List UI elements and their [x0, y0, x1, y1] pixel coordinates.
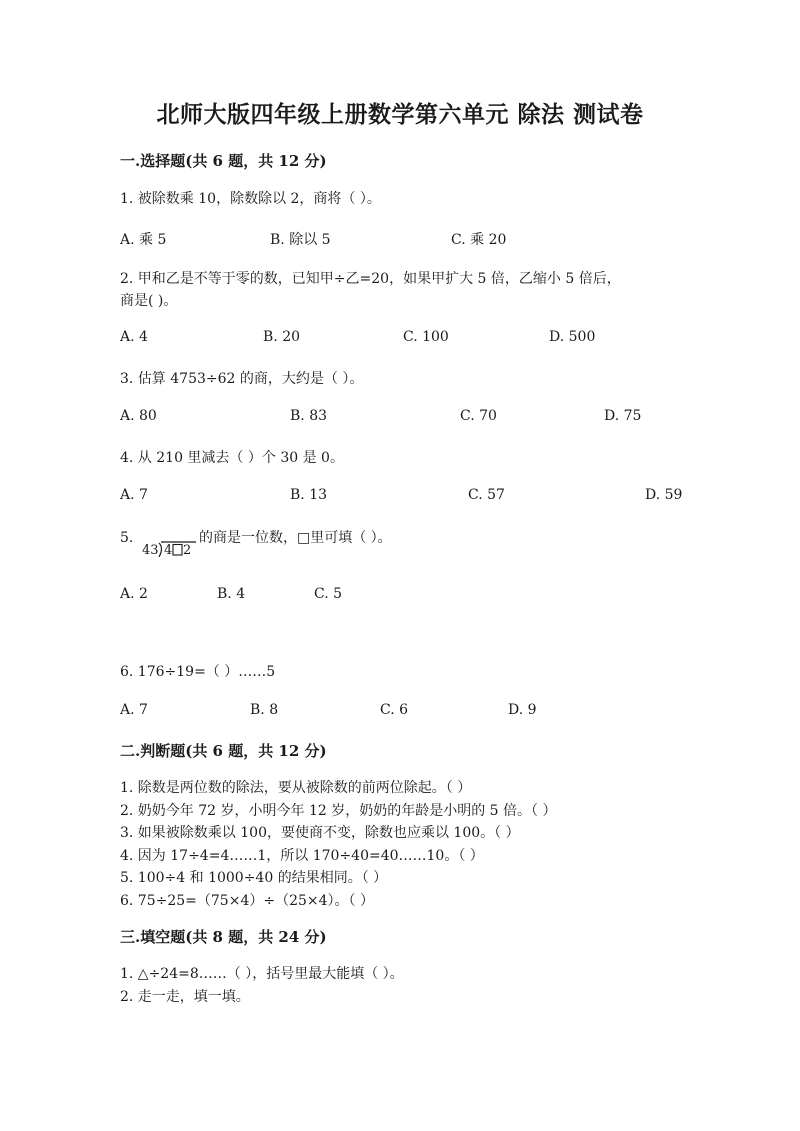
q6-option-b: B. 8	[250, 702, 279, 718]
q1-option-a: A. 乘 5	[120, 232, 167, 248]
q2-option-c: C. 100	[403, 329, 449, 345]
q4-option-c: C. 57	[468, 487, 505, 503]
question-5-number: 5.	[120, 530, 134, 546]
q3-option-a: A. 80	[120, 408, 157, 424]
q4-option-a: A. 7	[120, 487, 148, 503]
fill-item-1: 1. △÷24=8……（ ），括号里最大能填（ ）。	[120, 966, 404, 982]
q4-option-b: B. 13	[290, 487, 328, 503]
long-division-figure	[140, 526, 200, 562]
q2-option-a: A. 4	[120, 329, 148, 345]
judge-item-1: 1. 除数是两位数的除法，要从被除数的前两位除起。（ ）	[120, 780, 472, 796]
judge-item-2: 2. 奶奶今年 72 岁，小明今年 12 岁，奶奶的年龄是小明的 5 倍。（ ）	[120, 802, 557, 819]
blank-box	[173, 545, 182, 556]
q4-option-d: D. 59	[645, 487, 683, 503]
question-6: 6. 176÷19=（ ）……5	[120, 664, 276, 680]
question-2-line1: 2. 甲和乙是不等于零的数，已知甲÷乙=20，如果甲扩大 5 倍，乙缩小 5 倍后，	[120, 271, 621, 287]
judge-item-4: 4. 因为 17÷4=4……1，所以 170÷40=40……10。（ ）	[120, 847, 484, 864]
q6-option-d: D. 9	[508, 702, 537, 718]
q2-option-b: B. 20	[263, 329, 301, 345]
question-1: 1. 被除数乘 10，除数除以 2，商将（ ）。	[120, 191, 381, 207]
judge-item-6: 6. 75÷25=（75×4）÷（25×4）。（ ）	[120, 892, 374, 909]
q3-option-b: B. 83	[290, 408, 328, 424]
division-dividend-last: 2	[183, 543, 192, 558]
question-5-text: 的商是一位数，□里可填（ ）。	[199, 530, 392, 546]
judge-item-5: 5. 100÷4 和 1000÷40 的结果相同。（ ）	[120, 870, 388, 886]
fill-item-2: 2. 走一走，填一填。	[120, 988, 250, 1005]
question-3: 3. 估算 4753÷62 的商，大约是（ ）。	[120, 371, 364, 387]
q6-option-c: C. 6	[380, 702, 409, 718]
section-heading-judge: 二.判断题(共 6 题，共 12 分)	[120, 742, 327, 760]
judge-item-3: 3. 如果被除数乘以 100，要使商不变，除数也应乘以 100。（ ）	[120, 825, 520, 841]
question-2-line2: 商是( )。	[120, 293, 178, 309]
q1-option-b: B. 除以 5	[270, 232, 331, 248]
q5-option-c: C. 5	[314, 586, 343, 602]
q1-option-c: C. 乘 20	[451, 232, 507, 248]
division-bracket	[159, 543, 162, 557]
section-heading-choice: 一.选择题(共 6 题，共 12 分)	[120, 152, 327, 170]
q6-option-a: A. 7	[120, 702, 148, 718]
question-4: 4. 从 210 里减去（ ）个 30 是 0。	[120, 450, 344, 466]
page-title: 北师大版四年级上册数学第六单元 除法 测试卷	[156, 101, 644, 128]
q3-option-c: C. 70	[460, 408, 497, 424]
q5-option-b: B. 4	[217, 586, 246, 602]
division-divisor: 43	[142, 543, 159, 558]
q3-option-d: D. 75	[604, 408, 642, 424]
q5-option-a: A. 2	[120, 586, 148, 602]
division-dividend-first: 4	[164, 543, 173, 558]
q2-option-d: D. 500	[549, 329, 596, 345]
section-heading-fill: 三.填空题(共 8 题，共 24 分)	[120, 928, 327, 946]
